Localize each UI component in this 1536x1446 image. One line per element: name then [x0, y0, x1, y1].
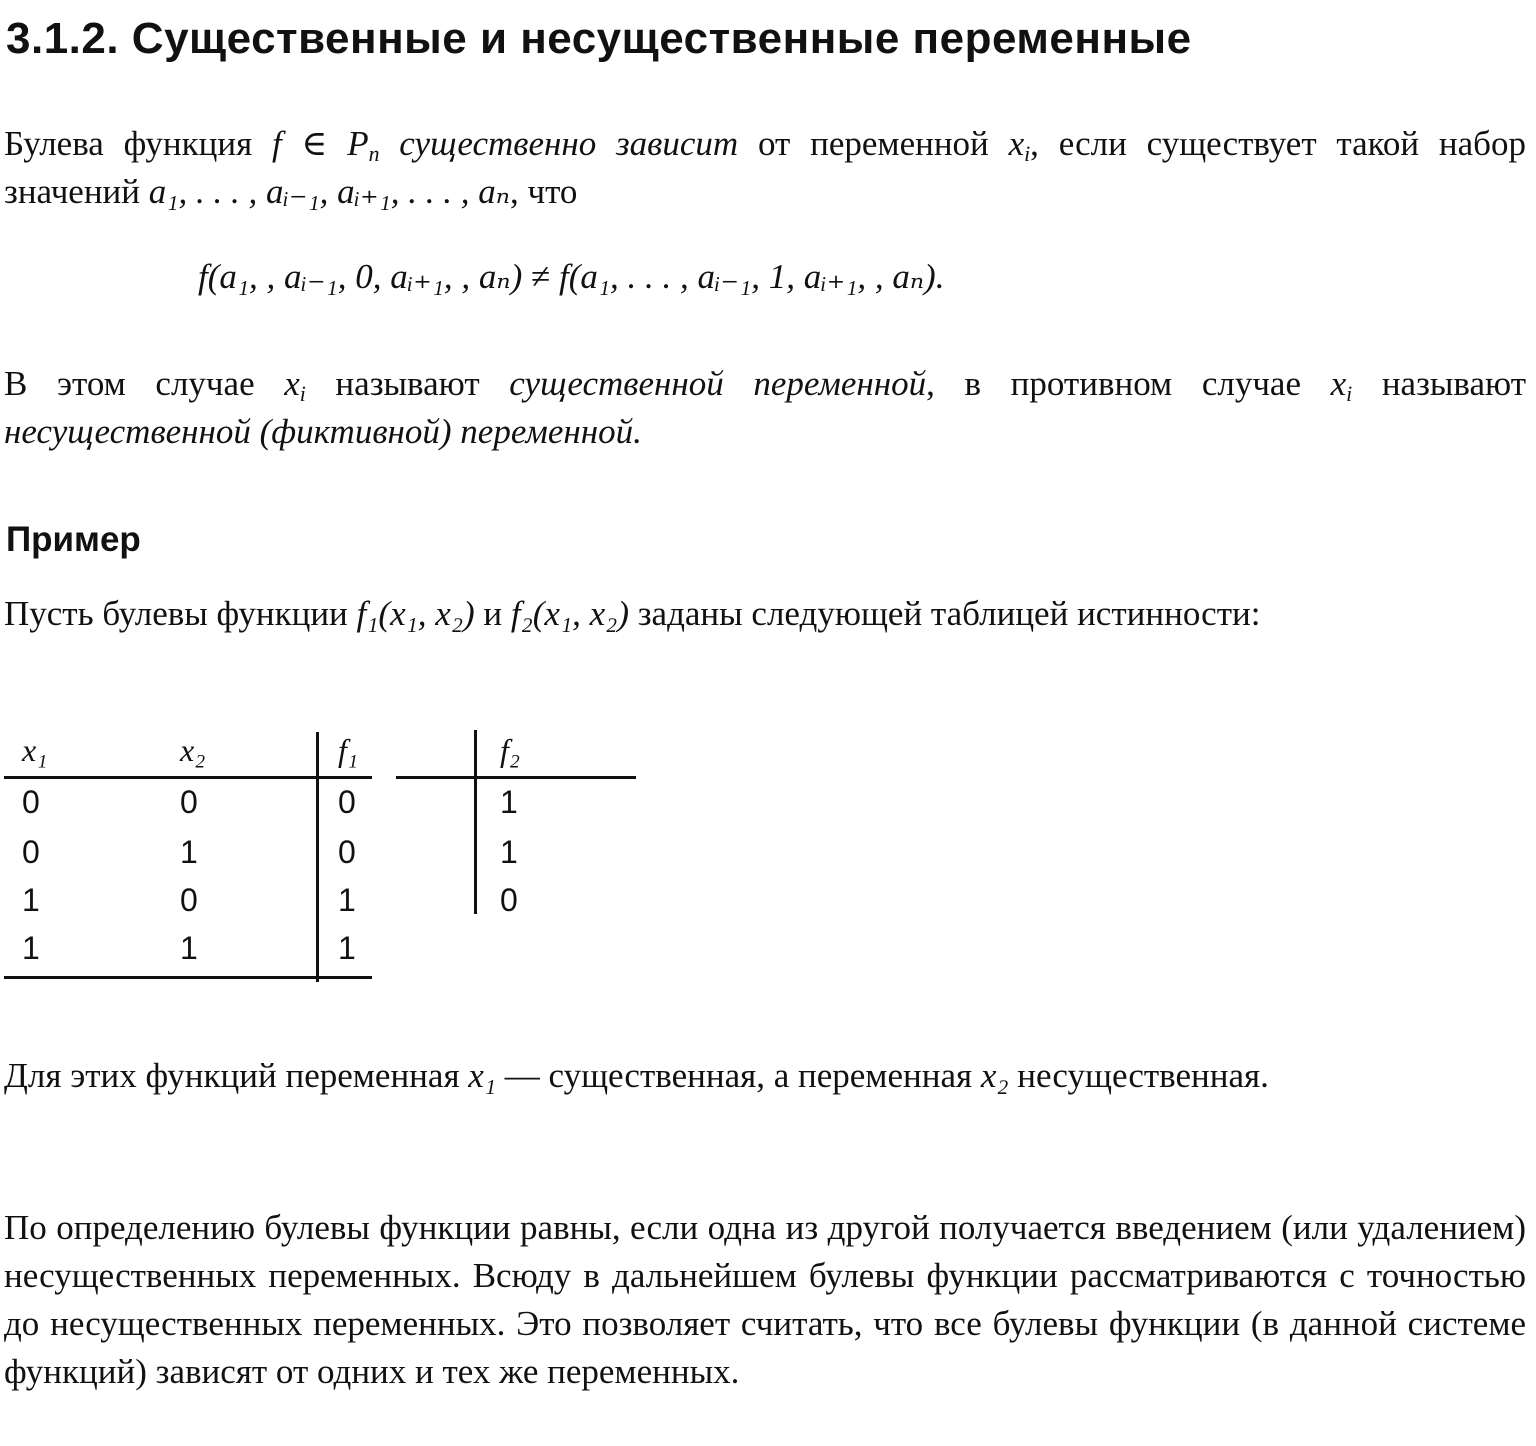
example-heading: Пример	[6, 520, 141, 559]
table-cell: 0	[180, 882, 198, 918]
header-f1: f₁	[338, 732, 359, 768]
table-cell: 0	[180, 784, 198, 820]
table-cell: 1	[338, 930, 356, 966]
case-x-symbol: x	[284, 364, 300, 403]
table-cell: 0	[338, 834, 356, 870]
intro-f2: f₂(x₁, x₂)	[510, 594, 629, 633]
case-text-1: В этом случае	[4, 364, 285, 403]
table-cell: 1	[500, 834, 518, 870]
divider-f2	[474, 730, 477, 914]
closing-paragraph: По определению булевы функции равны, если одна из другой получается введением (или удалением) несущественных переменных. Всюду в дальнейшем булевы функции рассматриваются с точностью до несущественных переменных. Это позволяет считать, что все булевы функции (в данной системе функций) зависят от одних и тех же переменных.	[4, 1208, 1526, 1391]
intro-f1: f₁(x₁, x₂)	[356, 594, 475, 633]
table-cell: 1	[180, 834, 198, 870]
header-rule-right	[396, 776, 636, 779]
value-sequence: a₁, . . . , aᵢ₋₁, aᵢ₊₁, . . . , aₙ	[148, 172, 510, 211]
header-x1: x₁	[22, 732, 48, 768]
intro-text-1: Пусть булевы функции	[4, 594, 357, 633]
table-cell: 1	[180, 930, 198, 966]
bottom-rule	[4, 976, 372, 979]
definition-text-4: , если существует такой набор значений	[4, 124, 1526, 211]
conclusion-text-2: — существенная, а переменная	[496, 1056, 981, 1095]
intro-text-3: заданы следующей таблицей истинности:	[628, 594, 1261, 633]
definition-text-3: от переменной	[738, 124, 1009, 163]
conclusion-x2: x₂	[980, 1056, 1009, 1095]
case-x-subscript: i	[299, 382, 306, 407]
conclusion-paragraph	[4, 1052, 1526, 1100]
intro-text-2: и	[474, 594, 511, 633]
p-symbol: P	[347, 124, 369, 163]
case-text-2: называют	[305, 364, 510, 403]
conclusion-x1: x₁	[468, 1056, 496, 1095]
case-text-4: называют	[1352, 364, 1527, 403]
conclusion-text-1: Для этих функций переменная	[4, 1056, 469, 1095]
case-x-symbol-2: x	[1330, 364, 1347, 403]
table-cell: 1	[500, 784, 518, 820]
x-symbol: x	[1008, 124, 1025, 163]
table-cell: 0	[338, 784, 356, 820]
table-cell: 0	[22, 834, 40, 870]
formula-left: f(a₁, , aᵢ₋₁, 0, aᵢ₊₁, , aₙ)	[198, 257, 523, 296]
definition-term: существенно зависит	[399, 124, 739, 163]
divider-f1	[316, 732, 319, 982]
fictitious-term: несущественной (фиктивной) переменной.	[4, 412, 642, 451]
case-text-3: , в противном случае	[926, 364, 1331, 403]
conclusion-text-3: несущественная.	[1008, 1056, 1269, 1095]
table-cell: 0	[22, 784, 40, 820]
header-x2: x₂	[180, 732, 206, 768]
essential-term: существенной переменной	[509, 364, 927, 403]
definition-text-5: , что	[510, 172, 578, 211]
header-f2: f₂	[500, 732, 521, 768]
formula-neq: ≠	[522, 257, 559, 296]
table-cell: 1	[22, 882, 40, 918]
table-cell: 0	[500, 882, 518, 918]
x-subscript: i	[1024, 142, 1031, 167]
definition-text-1: Булева функция	[4, 124, 272, 163]
section-title: 3.1.2. Существенные и несущественные переменные	[6, 14, 1192, 63]
table-cell: 1	[22, 930, 40, 966]
case-x-subscript-2: i	[1346, 382, 1353, 407]
in-symbol: ∈	[281, 124, 348, 163]
p-subscript: n	[368, 142, 380, 167]
table-cell: 1	[338, 882, 356, 918]
f-symbol: f	[271, 124, 282, 163]
formula-right: f(a₁, . . . , aᵢ₋₁, 1, aᵢ₊₁, , aₙ).	[558, 257, 945, 296]
